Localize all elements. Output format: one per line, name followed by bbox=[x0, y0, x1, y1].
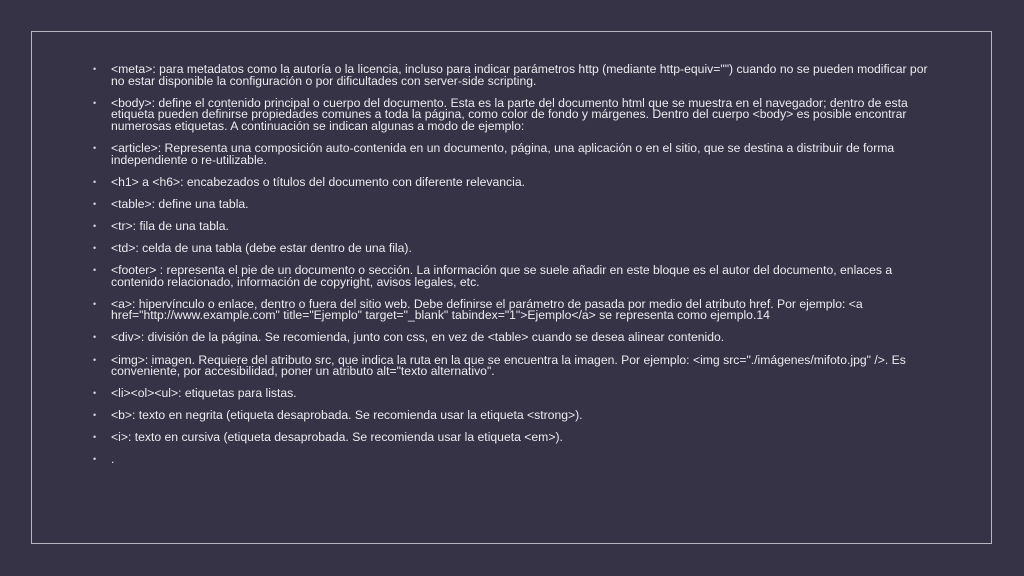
bullet-list bbox=[93, 64, 933, 477]
list-item-text: <h1> a <h6>: encabezados o títulos del documento con diferente relevancia. bbox=[111, 174, 525, 189]
bullet-icon: • bbox=[93, 176, 97, 187]
bullet-icon: • bbox=[93, 220, 97, 231]
list-item-text: <i>: texto en cursiva (etiqueta desaprobada. Se recomienda usar la etiqueta <em>). bbox=[111, 430, 563, 445]
list-item-text: <article>: Representa una composición auto-contenida en un documento, página, una aplicación o en el sitio, que se destina a distribuir de forma independiente o re-utilizable. bbox=[111, 140, 895, 167]
list-item-text: <li><ol><ul>: etiquetas para listas. bbox=[111, 386, 297, 401]
list-item bbox=[93, 352, 933, 379]
list-item bbox=[93, 64, 933, 87]
list-item bbox=[93, 332, 933, 344]
list-item bbox=[93, 432, 933, 444]
bullet-icon: • bbox=[93, 432, 97, 443]
list-item-text: <b>: texto en negrita (etiqueta desaprobada. Se recomienda usar la etiqueta <strong>). bbox=[111, 408, 583, 423]
bullet-icon: • bbox=[93, 242, 97, 253]
list-item-text: <div>: división de la página. Se recomienda, junto con css, en vez de <table> cuando se desea alinear contenido. bbox=[111, 330, 725, 345]
bullet-icon: • bbox=[93, 265, 97, 276]
list-item bbox=[93, 196, 933, 211]
bullet-icon: • bbox=[93, 298, 97, 309]
list-item bbox=[93, 174, 933, 189]
bullet-icon: • bbox=[93, 410, 97, 421]
bullet-icon: • bbox=[93, 142, 97, 153]
list-item bbox=[93, 95, 933, 133]
bullet-icon: • bbox=[93, 64, 97, 74]
list-item-text: <body>: define el contenido principal o cuerpo del documento. Esta es la parte del documento html que se muestra en el navegador; dentro de esta etiqueta pueden definirse propiedades comunes a toda la página, como color de fondo y márgenes. Dentro del cuerpo <body> es posible encontrar numerosas etiquetas. A continuación se indican algunas a modo de ejemplo: bbox=[111, 95, 908, 133]
list-item bbox=[93, 388, 933, 400]
bullet-icon: • bbox=[93, 332, 97, 343]
list-item bbox=[93, 296, 933, 323]
bullet-icon: • bbox=[93, 354, 97, 365]
list-item-text: <a>: hipervínculo o enlace, dentro o fuera del sitio web. Debe definirse el parámetro de pasada por medio del atributo href. Por ejemplo: <a href="http://www.example.com" title="Ejemplo" target="_blank" tabindex="1">Ejemplo</a> se representa como ejemplo.14 bbox=[111, 296, 863, 323]
list-item-text: <footer> : representa el pie de un documento o sección. La información que se suele añadir en este bloque es el autor del documento, enlaces a contenido relacionado, información de copyright, avisos legales, etc. bbox=[111, 263, 893, 289]
list-item bbox=[93, 240, 933, 255]
list-item-text: <tr>: fila de una tabla. bbox=[111, 218, 229, 233]
list-item bbox=[93, 140, 933, 167]
bullet-icon: • bbox=[93, 454, 97, 465]
bullet-icon: • bbox=[93, 97, 97, 108]
list-item-text: . bbox=[111, 452, 115, 467]
list-item bbox=[93, 410, 933, 422]
list-item-text: <img>: imagen. Requiere del atributo src, que indica la ruta en la que se encuentra la imagen. Por ejemplo: <img src="./imágenes/mifoto.jpg" />. Es conveniente, por accesibilidad, poner un atributo alt="texto alternativo". bbox=[111, 352, 906, 379]
list-item bbox=[93, 454, 933, 466]
bullet-icon: • bbox=[93, 388, 97, 399]
list-item bbox=[93, 265, 933, 288]
bullet-icon: • bbox=[93, 198, 97, 209]
list-item bbox=[93, 218, 933, 233]
list-item-text: <meta>: para metadatos como la autoría o la licencia, incluso para indicar parámetros http (mediante http-equiv="") cuando no se pueden modificar por no estar disponible la configuración o por dificultades con server-side scripting. bbox=[111, 62, 928, 88]
list-item-text: <table>: define una tabla. bbox=[111, 196, 249, 211]
list-item-text: <td>: celda de una tabla (debe estar dentro de una fila). bbox=[111, 240, 412, 255]
